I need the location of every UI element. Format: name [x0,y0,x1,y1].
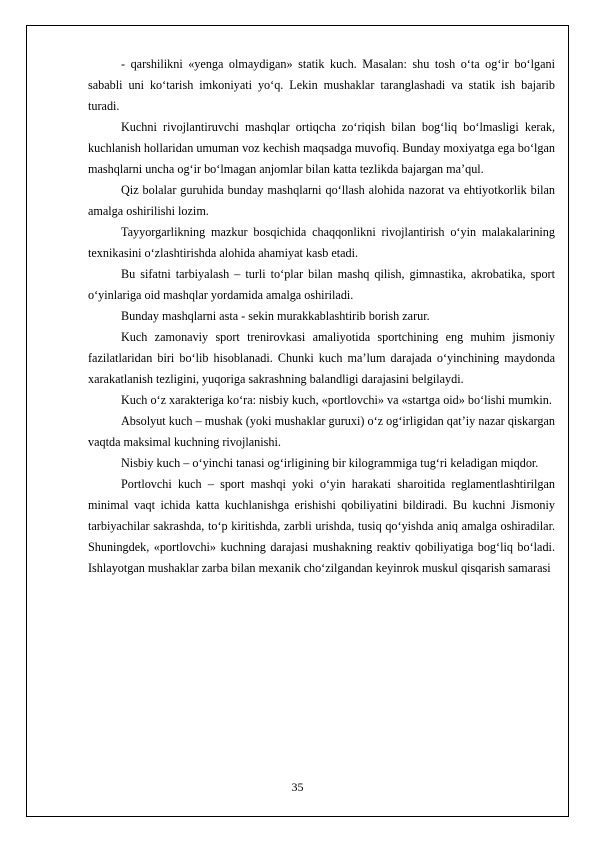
paragraph-training-methods: Bu sifatni tarbiyalash – turli to‘plar bilan mashq qilish, gimnastika, akrobatika, sport o‘yinlariga oid mashqlar yordamida amalga oshiriladi. [88,267,555,302]
paragraph-strength-importance: Kuch zamonaviy sport trenirovkasi amaliyotida sportchining eng muhim jismoniy fazilatlaridan biri bo‘lib hisoblanadi. Chunki kuch ma’lum darajada o‘yinchining maydonda xarakatlanish tezligini, yuqoriga sakrashning balandligi darajasini belgilaydi. [88,330,555,386]
paragraph-absolute-strength: Absolyut kuch – mushak (yoki mushaklar guruxi) o‘z og‘irligidan qat’iy nazar qiskargan vaqtda maksimal kuchning rivojlanishi. [88,414,555,449]
paragraph-static-strength: - qarshilikni «yenga olmaydigan» statik kuch. Masalan: shu tosh o‘ta og‘ir bo‘lgani sababli uni ko‘tarish imkoniyati yo‘q. Lekin mushaklar taranglashadi va statik ish bajarib turadi. [88,57,555,113]
paragraph-agility: Tayyorgarlikning mazkur bosqichida chaqqonlikni rivojlantirish o‘yin malakalarining texnikasini o‘zlashtirishda alohida ahamiyat kasb etadi. [88,225,555,260]
document-body [88,54,555,579]
paragraph-strength-types: Kuch o‘z xarakteriga ko‘ra: nisbiy kuch, «portlovchi» va «startga oid» bo‘lishi mumkin. [121,393,552,407]
paragraph-girls-groups: Qiz bolalar guruhida bunday mashqlarni qo‘llash alohida nazorat va ehtiyotkorlik bilan amalga oshirilishi lozim. [88,183,555,218]
paragraph-strength-exercises: Kuchni rivojlantiruvchi mashqlar ortiqcha zo‘riqish bilan bog‘liq bo‘lmasligi kerak, kuchlanish hollaridan umuman voz kechish maqsadga muvofiq. Bunday moxiyatga ega bo‘lgan mashqlarni uncha og‘ir bo‘lmagan anjomlar bilan katta tezlikda bajargan ma’qul. [88,120,555,176]
paragraph-relative-strength: Nisbiy kuch – o‘yinchi tanasi og‘irligining bir kilogrammiga tug‘ri keladigan miqdor. [121,456,539,470]
paragraph-gradual-complexity: Bunday mashqlarni asta - sekin murakkablashtirib borish zarur. [121,309,430,323]
page-number: 35 [291,780,304,794]
paragraph-explosive-strength: Portlovchi kuch – sport mashqi yoki o‘yin harakati sharoitida reglamentlashtirilgan minimal vaqt ichida katta kuchlanishga erishishi qobiliyatini bildiradi. Bu kuchni Jismoniy tarbiyachilar sakrashda, to‘p kiritishda, zarbli urishda, tusiq qo‘yishda aniq amalga oshiradilar. Shuningdek, «portlovchi» kuchning darajasi mushakning reaktiv qobiliyatiga bog‘liq bo‘ladi. Ishlayotgan mushaklar zarba bilan mexanik cho‘zilgandan keyinrok muskul qisqarish samarasi [88,477,555,575]
